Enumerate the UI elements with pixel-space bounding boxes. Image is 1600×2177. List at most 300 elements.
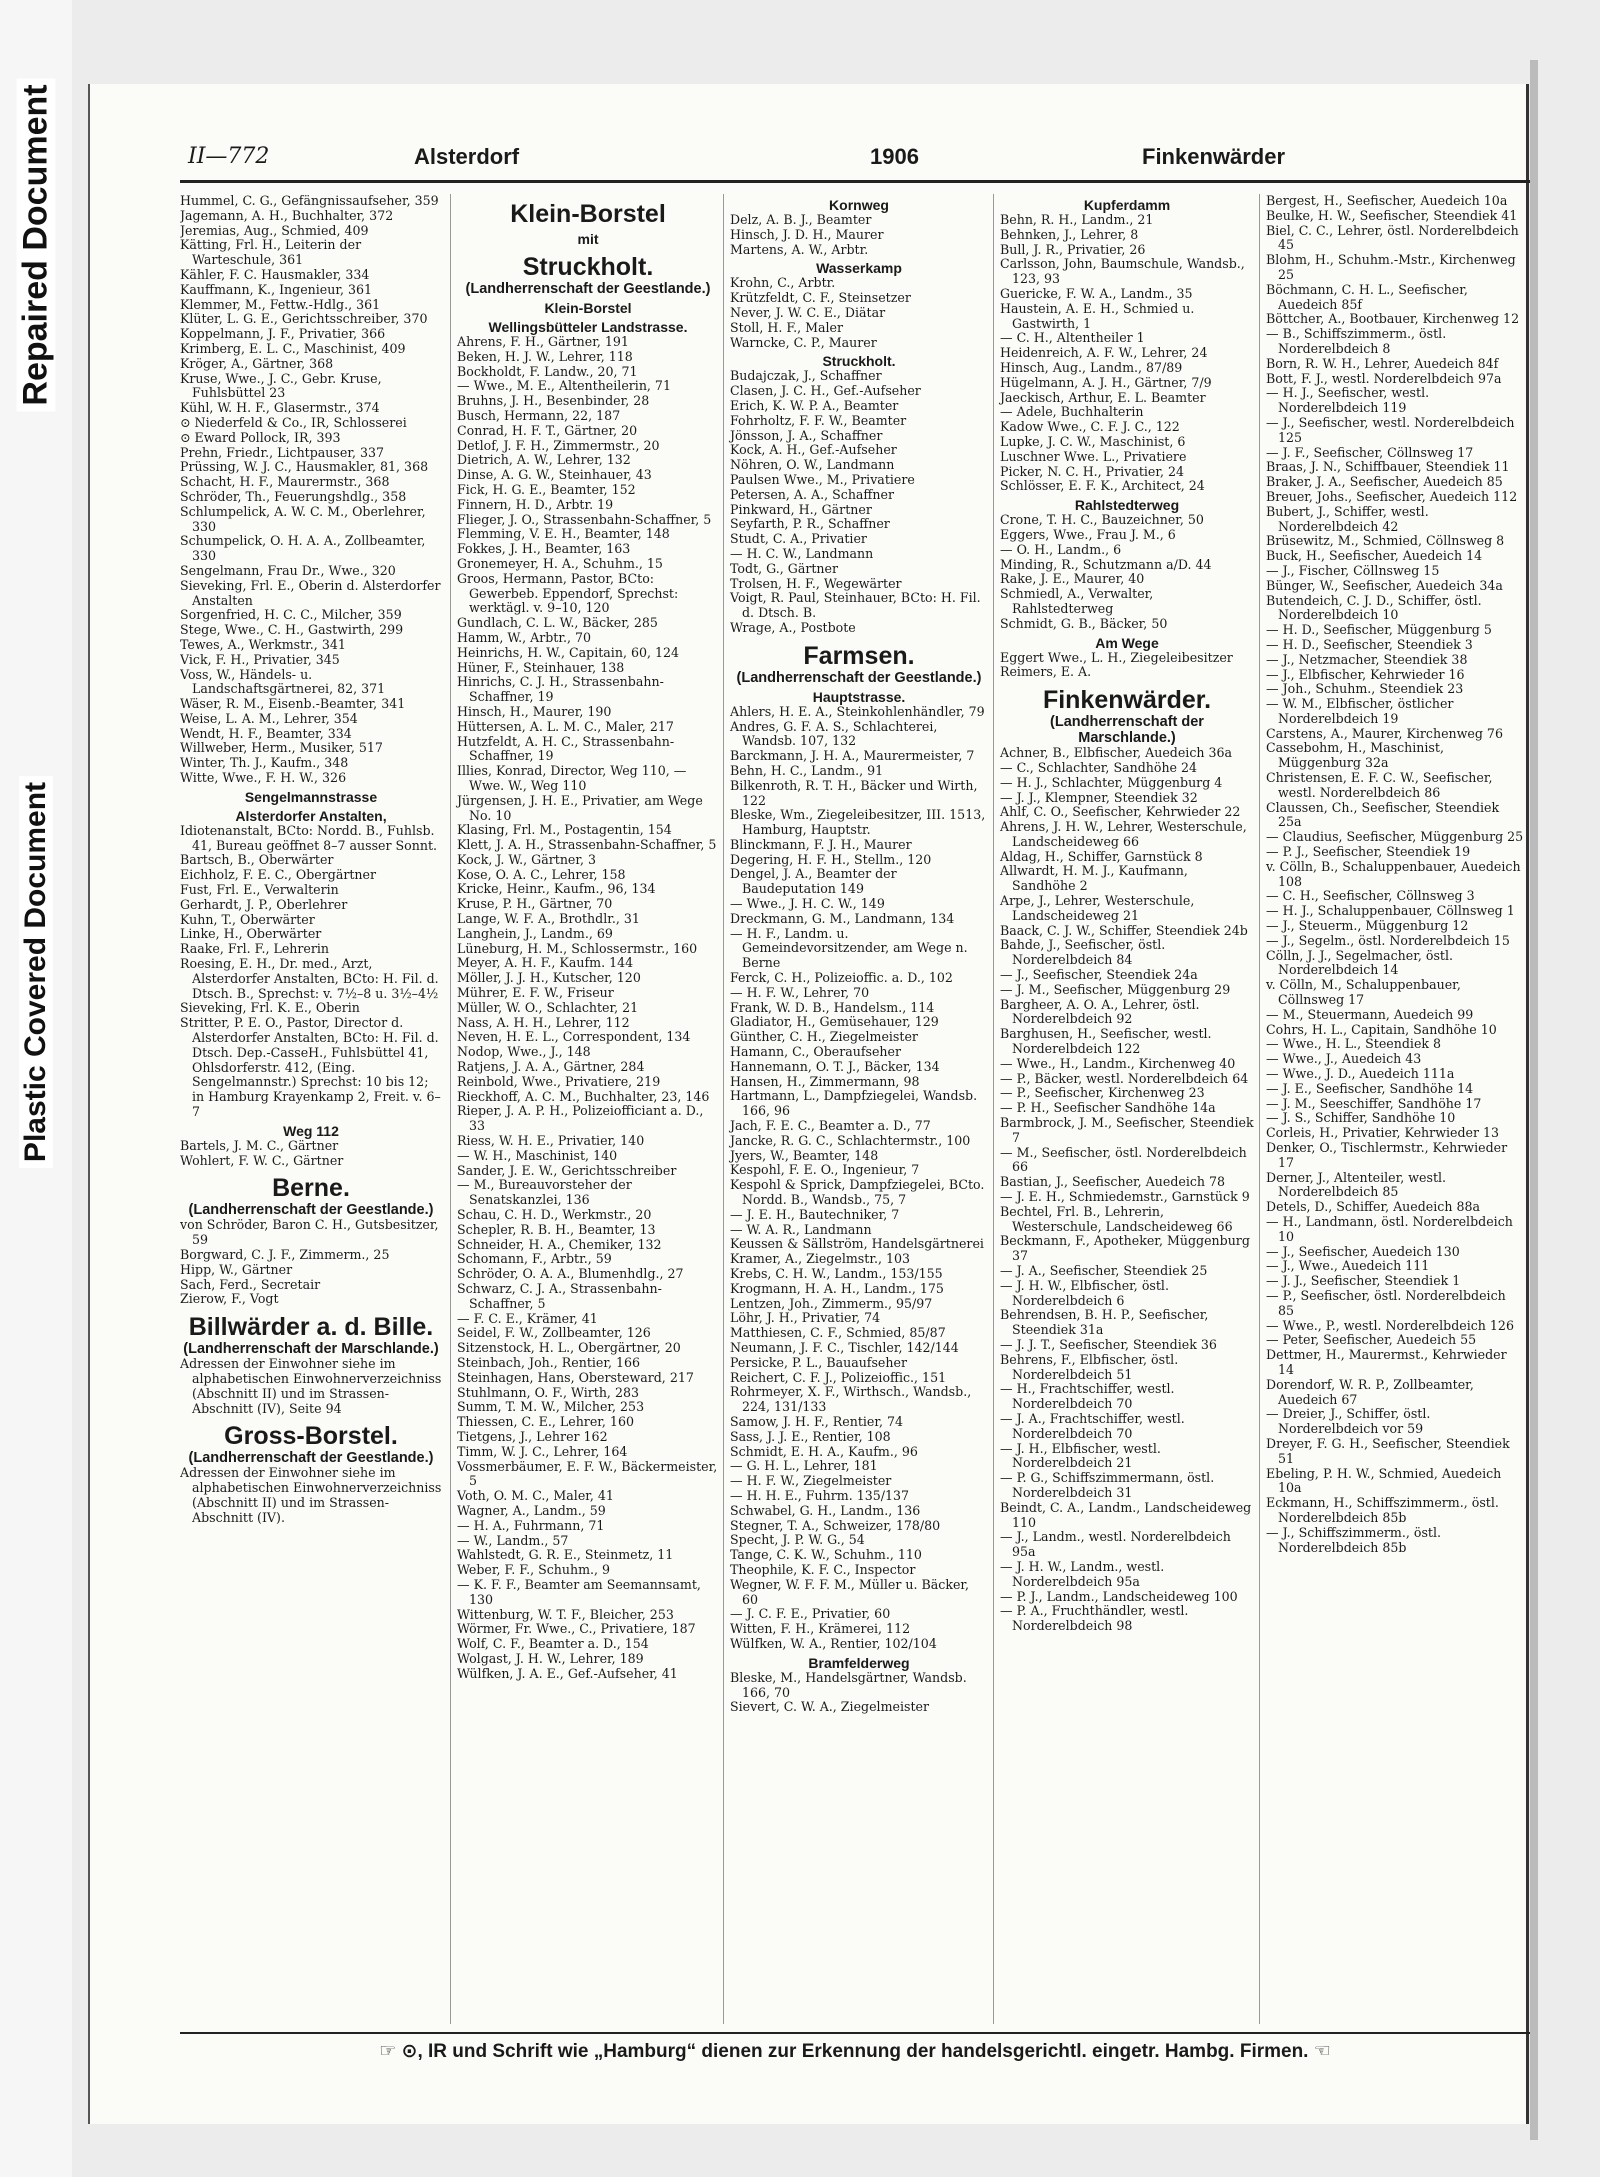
directory-entry: Born, R. W. H., Lehrer, Auedeich 84f <box>1266 355 1499 371</box>
directory-entry: Eckmann, H., Schiffszimmerm., östl. Norderelbdeich 85b <box>1266 1495 1499 1525</box>
directory-entry: Gerhardt, J. P., Oberlehrer <box>180 896 348 912</box>
directory-entry: Rohrmeyer, X. F., Wirthsch., Wandsb., 224, 131/133 <box>730 1384 972 1415</box>
directory-entry: Luschner Wwe. L., Privatiere <box>1000 448 1187 464</box>
directory-entry: Kock, A. H., Gef.-Aufseher <box>730 442 897 458</box>
directory-entry: Beken, H. J. W., Lehrer, 118 <box>457 348 633 364</box>
directory-entry: Achner, B., Elbfischer, Auedeich 36a <box>1000 745 1233 761</box>
directory-entry: v. Cölln, M., Schaluppenbauer, Cöllnsweg 17 <box>1266 977 1461 1008</box>
directory-entry: Jach, F. E. C., Beamter a. D., 77 <box>730 1118 931 1134</box>
directory-entry: — H. C. W., Landmann <box>730 545 874 561</box>
directory-entry: Schumpelick, O. H. A. A., Zollbeamter, 330 <box>180 533 426 564</box>
directory-entry: — Wwe., H., Landm., Kirchenweg 40 <box>1000 1055 1236 1071</box>
directory-entry: — J. M., Seeschiffer, Sandhöhe 17 <box>1266 1095 1482 1111</box>
directory-entry: Paulsen Wwe., M., Privatiere <box>730 471 915 487</box>
section-heading: Berne. <box>272 1174 350 1203</box>
directory-entry: Matthiesen, C. F., Schmied, 85/87 <box>730 1325 946 1341</box>
directory-entry: Degering, H. F. H., Stellm., 120 <box>730 851 932 867</box>
directory-entry: Blinckmann, F. J. H., Maurer <box>730 836 912 852</box>
directory-entry: Wagner, A., Landm., 59 <box>457 1502 606 1518</box>
directory-entry: — M., Steuermann, Auedeich 99 <box>1266 1006 1474 1022</box>
directory-entry: Carlsson, John, Baumschule, Wandsb., 123, 93 <box>1000 256 1245 287</box>
directory-entry: Allwardt, H. M. J., Kaufmann, Sandhöhe 2 <box>1000 863 1188 894</box>
section-heading: (Landherrenschaft der Marschlande.) <box>1050 714 1204 747</box>
directory-entry: — Joh., Schuhm., Steendiek 23 <box>1266 681 1464 697</box>
directory-entry: Braker, J. A., Seefischer, Auedeich 85 <box>1266 474 1503 490</box>
directory-entry: Adressen der Einwohner siehe im alphabetischen Einwohnerverzeichniss (Abschnitt II) und im Strassen-Abschnitt (IV), Seite 94 <box>180 1356 442 1416</box>
directory-entry: Petersen, A. A., Schaffner <box>730 486 894 502</box>
directory-entry: Borgward, C. J. F., Zimmerm., 25 <box>180 1247 390 1262</box>
directory-entry: Sieveking, Frl. E., Oberin d. Alsterdorfer Anstalten <box>180 577 441 608</box>
directory-entry: Butendeich, C. J. D., Schiffer, östl. Norderelbdeich 10 <box>1266 592 1482 623</box>
directory-entry: — P. H., Seefischer Sandhöhe 14a <box>1000 1100 1216 1116</box>
directory-entry: Frank, W. D. B., Handelsm., 114 <box>730 999 935 1015</box>
directory-entry: Heinrichs, H. W., Capitain, 60, 124 <box>457 644 680 660</box>
directory-entry: — P., Seefischer, östl. Norderelbdeich 85 <box>1266 1287 1506 1318</box>
directory-entry: Seyfarth, P. R., Schaffner <box>730 516 890 532</box>
directory-entry: Sengelmann, Frau Dr., Wwe., 320 <box>180 562 396 578</box>
directory-entry: Sitzenstock, H. L., Obergärtner, 20 <box>457 1340 681 1356</box>
directory-entry: Dreckmann, G. M., Landmann, 134 <box>730 910 955 926</box>
directory-entry: Breuer, Johs., Seefischer, Auedeich 112 <box>1266 488 1518 504</box>
directory-entry: Dorendorf, W. R. P., Zollbeamter, Auedeich 67 <box>1266 1376 1474 1407</box>
directory-entry: Steinbach, Joh., Rentier, 166 <box>457 1354 641 1370</box>
directory-entry: Seidel, F. W., Zollbeamter, 126 <box>457 1325 651 1341</box>
directory-entry: Kühl, W. H. F., Glasermstr., 374 <box>180 400 380 416</box>
directory-entry: — Peter, Seefischer, Auedeich 55 <box>1266 1332 1477 1348</box>
directory-entry: Heidenreich, A. F. W., Lehrer, 24 <box>1000 345 1208 361</box>
directory-entry: — W., Landm., 57 <box>457 1532 569 1548</box>
directory-entry: Bahde, J., Seefischer, östl. Norderelbdeich 84 <box>1000 937 1166 968</box>
directory-entry: Dietrich, A. W., Lehrer, 132 <box>457 452 631 468</box>
directory-entry: Wohlert, F. W. C., Gärtner <box>180 1152 344 1168</box>
directory-entry: Persicke, P. L., Bauaufseher <box>730 1354 907 1370</box>
directory-entry: Hamm, W., Arbtr., 70 <box>457 629 592 645</box>
directory-entry: Prüssing, W. J. C., Hausmakler, 81, 368 <box>180 459 429 475</box>
directory-entry: Picker, N. C. H., Privatier, 24 <box>1000 463 1185 479</box>
directory-entry: Tange, C. K. W., Schuhm., 110 <box>730 1547 922 1563</box>
directory-entry: — O. H., Landm., 6 <box>1000 541 1122 557</box>
plastic-covered-document-label: Plastic Covered Document <box>19 776 53 1168</box>
directory-entry: Jagemann, A. H., Buchhalter, 372 <box>180 207 394 223</box>
directory-entry: — J., Steuerm., Müggenburg 12 <box>1266 918 1469 934</box>
directory-entry: ⊙ Eward Pollock, IR, 393 <box>180 429 341 445</box>
section-heading: Hauptstrasse. <box>812 688 906 705</box>
section-heading: Finkenwärder. <box>1042 686 1212 715</box>
directory-entry: Jeremias, Aug., Schmied, 409 <box>180 222 369 238</box>
directory-entry: — J. E. H., Schmiedemstr., Garnstück 9 <box>1000 1189 1250 1205</box>
section-heading: Alsterdorfer Anstalten, <box>235 807 387 824</box>
directory-entry: Bleske, Wm., Ziegeleibesitzer, III. 1513, Hamburg, Hauptstr. <box>730 807 986 838</box>
directory-entry: Beckmann, F., Apotheker, Müggenburg 37 <box>1000 1233 1250 1264</box>
section-heading: Billwärder a. d. Bille. <box>188 1313 434 1342</box>
directory-entry: Gundlach, C. L. W., Bäcker, 285 <box>457 615 658 631</box>
directory-entry: Detlof, J. F. H., Zimmermstr., 20 <box>457 437 660 453</box>
directory-entry: Vick, F. H., Privatier, 345 <box>180 651 340 667</box>
directory-entry: Witten, F. H., Krämerei, 112 <box>730 1621 911 1637</box>
directory-entry: — P. A., Fruchthändler, westl. Norderelbdeich 98 <box>1000 1603 1189 1634</box>
page-header <box>180 140 1530 183</box>
directory-entry: Nöhren, O. W., Landmann <box>730 457 895 473</box>
directory-entry: Voigt, R. Paul, Steinhauer, BCto: H. Fil. d. Dtsch. B. <box>730 590 981 621</box>
directory-entry: — J. H. W., Landm., westl. Norderelbdeich 95a <box>1000 1558 1165 1589</box>
directory-entry: Witte, Wwe., F. H. W., 326 <box>180 770 347 786</box>
directory-entry: — P. J., Seefischer, Steendiek 19 <box>1266 844 1471 860</box>
section-heading: (Landherrenschaft der Geestlande.) <box>465 281 711 297</box>
directory-entry: Buck, H., Seefischer, Auedeich 14 <box>1266 548 1483 564</box>
directory-entry: Fust, Frl. E., Verwalterin <box>180 882 339 898</box>
directory-entry: Stege, Wwe., C. H., Gastwirth, 299 <box>180 622 404 638</box>
directory-entry: — J., Seefischer, Steendiek 24a <box>1000 967 1198 983</box>
directory-entry: Klemmer, M., Fettw.-Hdlg., 361 <box>180 296 381 312</box>
directory-entry: — Dreier, J., Schiffer, östl. Norderelbdeich vor 59 <box>1266 1406 1431 1437</box>
directory-entry: — H., Landmann, östl. Norderelbdeich 10 <box>1266 1213 1513 1244</box>
section-heading: Kupferdamm <box>1083 197 1171 213</box>
directory-entry: Fick, H. G. E., Beamter, 152 <box>457 481 636 497</box>
directory-entry: — H. D., Seefischer, Müggenburg 5 <box>1266 622 1492 638</box>
directory-entry: Prehn, Friedr., Lichtpauser, 337 <box>180 444 385 460</box>
section-heading: (Landherrenschaft der Geestlande.) <box>188 1450 434 1467</box>
directory-entry: Jaeckisch, Arthur, E. L. Beamter <box>1000 389 1206 405</box>
directory-entry: — H. D., Seefischer, Steendiek 3 <box>1266 636 1473 652</box>
directory-entry: Wittenburg, W. T. F., Bleicher, 253 <box>457 1606 674 1622</box>
directory-entry: Ahlers, H. E. A., Steinkohlenhändler, 79 <box>730 703 985 719</box>
directory-entry: Kricke, Heinr., Kaufm., 96, 134 <box>457 881 656 897</box>
directory-entry: Ahrens, J. H. W., Lehrer, Westerschule, Landscheideweg 66 <box>1000 819 1247 849</box>
directory-entry: — Wwe., J., Auedeich 43 <box>1266 1051 1422 1067</box>
directory-entry: Bruhns, J. H., Besenbinder, 28 <box>457 393 650 409</box>
directory-entry: — J., Landm., westl. Norderelbdeich 95a <box>1000 1529 1231 1560</box>
directory-entry: Kruse, Wwe., J. C., Gebr. Kruse, Fuhlsbüttel 23 <box>180 370 382 401</box>
directory-entry: Mührer, E. F. W., Friseur <box>457 985 614 1001</box>
directory-entry: Rieckhoff, A. C. M., Buchhalter, 23, 146 <box>457 1088 710 1104</box>
directory-entry: Rieper, J. A. P. H., Polizeiofficiant a. D., 33 <box>457 1103 704 1134</box>
directory-entry: Gronemeyer, H. A., Schuhm., 15 <box>457 555 663 571</box>
directory-entry: — J. F., Seefischer, Cöllnsweg 17 <box>1266 444 1474 460</box>
directory-entry: Roesing, E. H., Dr. med., Arzt, Alsterdorfer Anstalten, BCto: H. Fil. d. Dtsch. B., Sprechst: v. 7½–8 u. 3½–4½ <box>180 956 439 1001</box>
directory-entry: Eichholz, F. E. C., Obergärtner <box>180 867 377 883</box>
directory-entry: Bechtel, Frl. B., Lehrerin, Westerschule, Landscheideweg 66 <box>1000 1203 1233 1234</box>
directory-entry: Langhein, J., Landm., 69 <box>457 925 613 941</box>
directory-entry: — J. A., Seefischer, Steendiek 25 <box>1000 1263 1208 1278</box>
header-right-place: Finkenwärder <box>1142 144 1286 169</box>
directory-entry: — M., Bureauvorsteher der Senatskanzlei, 136 <box>457 1177 632 1208</box>
directory-entry: Sorgenfried, H. C. C., Milcher, 359 <box>180 607 402 623</box>
directory-entry: Meyer, A. H. F., Kaufm. 144 <box>457 955 634 971</box>
directory-entry: Barckmann, J. H. A., Maurermeister, 7 <box>730 748 975 764</box>
directory-entry: Theophile, K. F. C., Inspector <box>730 1561 916 1577</box>
section-heading: (Landherrenschaft der Geestlande.) <box>188 1202 434 1219</box>
directory-entry: — J. H. W., Elbfischer, östl. Norderelbdeich 6 <box>1000 1277 1169 1308</box>
directory-entry: Weber, F. F., Schuhm., 9 <box>457 1562 611 1578</box>
directory-entry: Zierow, F., Vogt <box>180 1291 279 1307</box>
directory-entry: Denker, O., Tischlermstr., Kehrwieder 17 <box>1266 1140 1508 1170</box>
directory-entry: Müller, W. O., Schlachter, 21 <box>457 999 639 1015</box>
directory-entry: Bott, F. J., westl. Norderelbdeich 97a <box>1266 370 1502 386</box>
directory-entry: — J. J. T., Seefischer, Steendiek 36 <box>1000 1336 1217 1352</box>
directory-entry: Bartels, J. M. C., Gärtner <box>180 1137 339 1153</box>
directory-entry: Jürgensen, J. H. E., Privatier, am Wege No. 10 <box>457 792 703 823</box>
directory-entry: Wegner, W. F. F. M., Müller u. Bäcker, 60 <box>730 1576 970 1607</box>
directory-entry: Krimberg, E. L. C., Maschinist, 409 <box>180 340 406 356</box>
directory-entry: Fokkes, J. H., Beamter, 163 <box>457 541 631 557</box>
directory-entry: von Schröder, Baron C. H., Gutsbesitzer, 59 <box>180 1217 439 1248</box>
directory-entry: Clasen, J. C. H., Gef.-Aufseher <box>730 383 921 399</box>
directory-entry: Bleske, M., Handelsgärtner, Wandsb. 166, 70 <box>730 1669 967 1700</box>
directory-entry: — H. H. E., Fuhrm. 135/137 <box>730 1487 910 1503</box>
directory-entry: Reichert, C. F. J., Polizeioffic., 151 <box>730 1369 947 1385</box>
directory-entry: Neumann, J. F. C., Tischler, 142/144 <box>730 1339 959 1355</box>
directory-entry: Hamann, C., Oberaufseher <box>730 1044 902 1060</box>
directory-entry: Schacht, H. F., Maurermstr., 368 <box>180 474 390 490</box>
directory-entry: Wendt, H. F., Beamter, 334 <box>180 725 352 741</box>
directory-entry: Claussen, Ch., Seefischer, Steendiek 25a <box>1266 799 1500 830</box>
directory-entry: Steinhagen, Hans, Obersteward, 217 <box>457 1369 694 1385</box>
directory-entry: Bubert, J., Schiffer, westl. Norderelbdeich 42 <box>1266 503 1429 534</box>
directory-entry: Budajczak, J., Schaffner <box>730 368 882 384</box>
directory-entry: Krogmann, H. A. H., Landm., 175 <box>730 1280 944 1296</box>
directory-entry: — Wwe., P., westl. Norderelbdeich 126 <box>1266 1317 1514 1333</box>
directory-entry: Wolgast, J. H. W., Lehrer, 189 <box>457 1650 644 1666</box>
directory-entry: Vossmerbäumer, E. F. W., Bäckermeister, 5 <box>457 1458 718 1489</box>
directory-entry: Ferck, C. H., Polizeioffic. a. D., 102 <box>730 970 953 986</box>
directory-entry: — J. J., Seefischer, Steendiek 1 <box>1266 1273 1461 1289</box>
directory-entry: Wörmer, Fr. Wwe., C., Privatiere, 187 <box>457 1621 696 1637</box>
directory-entry: Hinsch, Aug., Landm., 87/89 <box>1000 359 1183 375</box>
directory-entry: Andres, G. F. A. S., Schlachterei, Wandsb. 107, 132 <box>730 718 938 749</box>
directory-entry: Kähler, F. C. Hausmakler, 334 <box>180 266 370 282</box>
directory-entry: Krützfeldt, C. F., Steinsetzer <box>730 290 911 306</box>
directory-entry: Ebeling, P. H. W., Schmied, Auedeich 10a <box>1266 1465 1502 1496</box>
directory-entry: Busch, Hermann, 22, 187 <box>457 407 621 423</box>
directory-entry: — J., Schiffszimmerm., östl. Norderelbdeich 85b <box>1266 1524 1442 1555</box>
directory-entry: Sach, Ferd., Secretair <box>180 1276 321 1292</box>
directory-entry: Fohrholtz, F. F. W., Beamter <box>730 412 907 428</box>
directory-entry: Kruse, P. H., Gärtner, 70 <box>457 896 613 912</box>
directory-entry: Voth, O. M. C., Maler, 41 <box>457 1488 614 1504</box>
directory-entry: ⊙ Niederfeld & Co., IR, Schlosserei <box>180 414 407 430</box>
directory-entry: — W. A. R., Landmann <box>730 1221 872 1237</box>
directory-entry: — P., Bäcker, westl. Norderelbdeich 64 <box>1000 1070 1249 1086</box>
directory-entry: Reinbold, Wwe., Privatiere, 219 <box>457 1073 661 1089</box>
section-heading: Farmsen. <box>803 641 915 670</box>
page-edge <box>1530 60 1538 2140</box>
directory-entry: — Wwe., J. D., Auedeich 111a <box>1266 1066 1455 1082</box>
directory-entry: Gladiator, H., Gemüsehauer, 129 <box>730 1014 939 1030</box>
directory-entry: — H., Frachtschiffer, westl. Norderelbdeich 70 <box>1000 1381 1175 1412</box>
directory-entry: — J. A., Frachtschiffer, westl. Norderelbdeich 70 <box>1000 1410 1185 1441</box>
directory-entry: Braas, J. N., Schiffbauer, Steendiek 11 <box>1266 459 1510 475</box>
section-heading: Struckholt. <box>822 353 896 370</box>
section-heading: mit <box>577 231 599 247</box>
directory-entry: Sieveking, Frl. K. E., Oberin <box>180 1000 360 1016</box>
directory-entry: Stuhlmann, O. F., Wirth, 283 <box>457 1384 639 1400</box>
section-heading: Klein-Borstel <box>510 200 666 228</box>
directory-entry: Hinrichs, C. J. H., Strassenbahn-Schaffner, 19 <box>457 674 664 705</box>
directory-entry: Riess, W. H. E., Privatier, 140 <box>457 1133 645 1149</box>
directory-entry: Kauffmann, K., Ingenieur, 361 <box>180 281 373 297</box>
directory-entry: Aldag, H., Schiffer, Garnstück 8 <box>1000 848 1203 864</box>
directory-entry: — J., Segelm., östl. Norderelbdeich 15 <box>1266 932 1510 948</box>
directory-entry: — C., Schlachter, Sandhöhe 24 <box>1000 759 1198 775</box>
directory-entry: Behn, R. H., Landm., 21 <box>1000 212 1154 227</box>
directory-entry: Schmiedl, A., Verwalter, Rahlstedterweg <box>1000 586 1154 616</box>
directory-entry: Hartmann, L., Dampfziegelei, Wandsb. 166, 96 <box>730 1088 978 1119</box>
directory-entry: Nodop, Wwe., J., 148 <box>457 1044 591 1060</box>
column-5 <box>1259 194 1528 2024</box>
directory-entry: Cohrs, H. L., Capitain, Sandhöhe 10 <box>1266 1021 1497 1037</box>
directory-entry: Schmidt, E. H. A., Kaufm., 96 <box>730 1443 918 1459</box>
directory-entry: Kock, J. W., Gärtner, 3 <box>457 851 597 867</box>
directory-entry: Guericke, F. W. A., Landm., 35 <box>1000 285 1193 301</box>
directory-entry: Specht, J. P. W. G., 54 <box>730 1532 865 1548</box>
directory-entry: Cassebohm, H., Maschinist, Müggenburg 32a <box>1266 740 1444 771</box>
columns <box>180 194 1530 2024</box>
directory-entry: Stoll, H. F., Maler <box>730 319 844 335</box>
directory-entry: v. Cölln, B., Schaluppenbauer, Auedeich 108 <box>1266 858 1521 889</box>
directory-entry: Stegner, T. A., Schweizer, 178/80 <box>730 1517 941 1533</box>
directory-entry: Klett, J. A. H., Strassenbahn-Schaffner, 5 <box>457 837 717 853</box>
directory-entry: Bergest, H., Seefischer, Auedeich 10a <box>1266 194 1508 208</box>
column-2 <box>450 194 724 2024</box>
directory-entry: Bilkenroth, R. T. H., Bäcker und Wirth, 122 <box>730 777 978 808</box>
directory-entry: — J. E. H., Bautechniker, 7 <box>730 1206 900 1222</box>
section-heading: Sengelmannstrasse <box>244 788 378 805</box>
directory-entry: — H. F., Landm. u. Gemeindevorsitzender, am Wege n. Berne <box>730 925 968 971</box>
directory-entry: Finnern, H. D., Arbtr. 19 <box>457 496 614 512</box>
directory-entry: Krebs, C. H. W., Landm., 153/155 <box>730 1266 943 1281</box>
directory-entry: Behn, H. C., Landm., 91 <box>730 762 884 778</box>
directory-entry: Behnken, J., Lehrer, 8 <box>1000 226 1139 242</box>
footer-note: ☞ ⊙, IR und Schrift wie „Hamburg“ dienen zur Erkennung der handelsgerichtl. eingetr. Hambg. Firmen. ☜ <box>180 2032 1530 2070</box>
directory-entry: Bockholdt, F. Landw., 20, 71 <box>457 363 638 379</box>
directory-entry: Warncke, C. P., Maurer <box>730 334 877 350</box>
directory-entry: Kespohl, F. E. O., Ingenieur, 7 <box>730 1162 920 1178</box>
directory-entry: Summ, T. M. W., Milcher, 253 <box>457 1399 645 1415</box>
directory-entry: Schlumpelick, A. W. C. M., Oberlehrer, 330 <box>180 503 426 534</box>
directory-entry: — J., Wwe., Auedeich 111 <box>1266 1258 1430 1274</box>
directory-entry: Illies, Konrad, Director, Weg 110, — Wwe. W., Weg 110 <box>457 763 687 793</box>
directory-entry: Minding, R., Schutzmann a/D. 44 <box>1000 556 1212 572</box>
directory-entry: Sander, J. E. W., Gerichtsschreiber <box>457 1162 677 1178</box>
directory-entry: Todt, G., Gärtner <box>730 560 838 576</box>
directory-entry: Neven, H. E. L., Correspondent, 134 <box>457 1029 691 1045</box>
directory-entry: Jancke, R. G. C., Schlachtermstr., 100 <box>730 1132 971 1148</box>
directory-entry: Klasing, Frl. M., Postagentin, 154 <box>457 822 672 838</box>
directory-entry: Biel, C. C., Lehrer, östl. Norderelbdeich 45 <box>1266 222 1519 253</box>
directory-entry: — H. J., Schlachter, Müggenburg 4 <box>1000 774 1223 790</box>
directory-entry: — P., Seefischer, Kirchenweg 23 <box>1000 1085 1205 1101</box>
directory-entry: Lupke, J. C. W., Maschinist, 6 <box>1000 433 1186 449</box>
directory-entry: Pinkward, H., Gärtner <box>730 501 872 517</box>
directory-entry: Voss, W., Händels- u. Landschaftsgärtnerei, 82, 371 <box>180 666 386 697</box>
directory-entry: Barmbrock, J. M., Seefischer, Steendiek 7 <box>1000 1115 1254 1145</box>
directory-entry: — W. M., Elbfischer, östlicher Norderelbdeich 19 <box>1266 696 1454 726</box>
directory-entry: Koppelmann, J. F., Privatier, 366 <box>180 326 386 342</box>
directory-entry: Böchmann, C. H. L., Seefischer, Auedeich 85f <box>1266 281 1468 312</box>
directory-entry: Böttcher, A., Bootbauer, Kirchenweg 12 <box>1266 311 1520 327</box>
directory-entry: Linke, H., Oberwärter <box>180 926 322 942</box>
directory-entry: Weise, L. A. M., Lehrer, 354 <box>180 710 358 726</box>
column-3 <box>723 194 993 2024</box>
directory-entry: Martens, A. W., Arbtr. <box>730 241 869 257</box>
directory-entry: Groos, Hermann, Pastor, BCto: Gewerbeb. Eppendorf, Sprechst: werktägl. v. 9–10, 120 <box>457 570 679 616</box>
directory-entry: Ratjens, J. A. A., Gärtner, 284 <box>457 1059 645 1075</box>
directory-entry: — M., Seefischer, östl. Norderelbdeich 66 <box>1000 1144 1247 1175</box>
directory-entry: Wülfken, J. A. E., Gef.-Aufseher, 41 <box>457 1665 678 1681</box>
directory-entry: Schneider, H. A., Chemiker, 132 <box>457 1236 662 1252</box>
directory-entry: — J. H., Elbfischer, westl. Norderelbdeich 21 <box>1000 1440 1161 1471</box>
directory-entry: Krohn, C., Arbtr. <box>730 275 836 291</box>
directory-entry: — C. H., Seefischer, Cöllnsweg 3 <box>1266 888 1475 904</box>
directory-entry: Schröder, O. A. A., Blumenhdlg., 27 <box>457 1266 684 1282</box>
directory-entry: Barghusen, H., Seefischer, westl. Norderelbdeich 122 <box>1000 1026 1212 1057</box>
directory-entry: — Adele, Buchhalterin <box>1000 404 1144 420</box>
directory-entry: Schau, C. H. D., Werkmstr., 20 <box>457 1207 652 1223</box>
directory-entry: Trolsen, H. F., Wegewärter <box>730 575 902 591</box>
directory-entry: Dreyer, F. G. H., Seefischer, Steendiek 51 <box>1266 1435 1510 1466</box>
directory-entry: — J. J., Klempner, Steendiek 32 <box>1000 789 1198 805</box>
directory-entry: Lange, W. F. A., Brothdlr., 31 <box>457 911 640 927</box>
directory-entry: Hansen, H., Zimmermann, 98 <box>730 1073 920 1089</box>
directory-entry: Kose, O. A. C., Lehrer, 158 <box>457 866 626 882</box>
directory-entry: Rake, J. E., Maurer, 40 <box>1000 571 1145 587</box>
directory-entry: Timm, W. J. C., Lehrer, 164 <box>457 1443 628 1459</box>
directory-entry: Samow, J. H. F., Rentier, 74 <box>730 1413 904 1429</box>
directory-entry: Lentzen, Joh., Zimmerm., 95/97 <box>730 1295 933 1311</box>
directory-entry: Schröder, Th., Feuerungshdlg., 358 <box>180 488 407 504</box>
directory-entry: — J., Seefischer, Auedeich 130 <box>1266 1243 1460 1259</box>
page-number: II—772 <box>188 144 270 169</box>
directory-entry: Bünger, W., Seefischer, Auedeich 34a <box>1266 577 1503 593</box>
directory-entry: Cölln, J. J., Segelmacher, östl. Norderelbdeich 14 <box>1266 947 1454 978</box>
column-4 <box>993 194 1259 2024</box>
section-heading: Am Wege <box>1095 634 1159 651</box>
directory-entry: Wülfken, W. A., Rentier, 102/104 <box>730 1635 937 1651</box>
side-strip <box>0 0 72 2177</box>
directory-entry: Stritter, P. E. O., Pastor, Director d. Alsterdorfer Anstalten, BCto: H. Fil. d. Dtsch. Dep.-CasseH., Fuhlsbüttel 41, Ohlsdorferstr. 412, (Eing. Sengelmannstr.) Sprechst: 10 bis 12; in Hamburg Krayenkamp 2, Freit. v. 6–7 <box>180 1015 441 1120</box>
directory-entry: — J., Elbfischer, Kehrwieder 16 <box>1266 666 1465 682</box>
directory-entry: Hügelmann, A. J. H., Gärtner, 7/9 <box>1000 374 1212 390</box>
directory-entry: — J. C. F. E., Privatier, 60 <box>730 1606 891 1622</box>
directory-entry: Möller, J. J. H., Kutscher, 120 <box>457 970 641 986</box>
directory-entry: Detels, D., Schiffer, Auedeich 88a <box>1266 1199 1480 1215</box>
directory-entry: Tewes, A., Werkmstr., 341 <box>180 636 346 652</box>
directory-entry: Eggers, Wwe., Frau J. M., 6 <box>1000 526 1176 542</box>
directory-entry: Wahlstedt, G. R. E., Steinmetz, 11 <box>457 1547 674 1563</box>
directory-entry: Kätting, Frl. H., Leiterin der Warteschule, 361 <box>180 237 362 268</box>
directory-entry: Schepler, R. B. H., Beamter, 13 <box>457 1221 656 1237</box>
directory-entry: Jönsson, J. A., Schaffner <box>730 427 883 443</box>
directory-entry: Hinsch, J. D. H., Maurer <box>730 226 884 242</box>
section-heading: Klein-Borstel <box>544 300 632 316</box>
directory-entry: Hutzfeldt, A. H. C., Strassenbahn-Schaffner, 19 <box>457 733 675 764</box>
section-heading: Bramfelderweg <box>808 1654 910 1671</box>
directory-entry: Christensen, E. F. C. W., Seefischer, westl. Norderelbdeich 86 <box>1266 770 1493 800</box>
directory-entry: — H. J., Schaluppenbauer, Cöllnsweg 1 <box>1266 903 1515 919</box>
directory-entry: Brüsewitz, M., Schmied, Cöllnsweg 8 <box>1266 533 1505 549</box>
directory-entry: Kramer, A., Ziegelmstr., 103 <box>730 1251 911 1267</box>
directory-entry: Schmidt, G. B., Bäcker, 50 <box>1000 615 1168 631</box>
directory-entry: — P. J., Landm., Landscheideweg 100 <box>1000 1588 1238 1604</box>
directory-entry: Crone, T. H. C., Bauzeichner, 50 <box>1000 512 1204 528</box>
directory-entry: Conrad, H. F. T., Gärtner, 20 <box>457 422 638 438</box>
directory-entry: Corleis, H., Privatier, Kehrwieder 13 <box>1266 1125 1500 1141</box>
directory-entry: Kuhn, T., Oberwärter <box>180 911 315 927</box>
directory-entry: — J., Fischer, Cöllnsweg 15 <box>1266 562 1440 578</box>
directory-entry: Bargheer, A. O. A., Lehrer, östl. Norderelbdeich 92 <box>1000 996 1200 1027</box>
directory-entry: Reimers, E. A. <box>1000 664 1092 680</box>
directory-entry: Flieger, J. O., Strassenbahn-Schaffner, 5 <box>457 511 712 527</box>
